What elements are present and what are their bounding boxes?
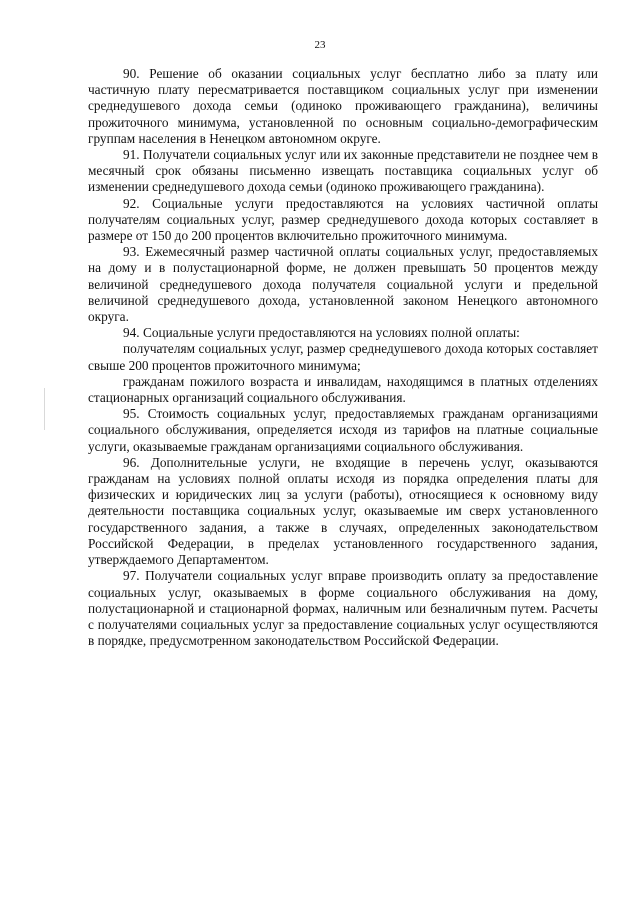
paragraph-94: 94. Социальные услуги предоставляются на условиях полной оплаты: — [123, 325, 520, 341]
paragraph-90: 90. Решение об оказании социальных услуг бесплатно либо за плату или частичную плату пересматривается поставщиком социальных услуг при изменении среднедушевого дохода семьи (одиноко проживающего гражданина), величины прожиточного минимума, установленной по основным социально-демографическим группам населения в Ненецком автономном округе. — [88, 66, 598, 146]
paragraph-94-item-2: гражданам пожилого возраста и инвалидам, находящимся в платных отделениях стационарных организаций социального обслуживания. — [88, 373, 598, 406]
scan-margin-mark — [44, 388, 45, 430]
paragraph-92: 92. Социальные услуги предоставляются на условиях частичной оплаты получателям социальных услуг, размер среднедушевого дохода которых составляет в размере от 150 до 200 процентов включительно прожиточного минимума. — [88, 195, 598, 244]
paragraph-95: 95. Стоимость социальных услуг, предоставляемых гражданам организациями социального обслуживания, определяется исходя из тарифов на платные социальные услуги, оказываемые гражданам организациями социального обслуживания. — [88, 406, 598, 454]
paragraph-91: 91. Получатели социальных услуг или их законные представители не позднее чем в месячный срок обязаны письменно извещать поставщика социальных услуг об изменении среднедушевого дохода семьи (одиноко проживающего гражданина). — [88, 147, 598, 195]
page-number: 23 — [314, 39, 326, 51]
paragraph-97: 97. Получатели социальных услуг вправе производить оплату за предоставление социальных услуг, оказываемых в форме социального обслуживания на дому, полустационарной и стационарной формах, наличным или безналичным путем. Расчеты с получателями социальных услуг за предоставление социальных услуг осуществляются в порядке, предусмотренном законодательством Российской Федерации. — [88, 568, 598, 649]
paragraph-94-item-1: получателям социальных услуг, размер среднедушевого дохода которых составляет свыше 200 процентов прожиточного минимума; — [88, 341, 598, 373]
document-body — [88, 66, 598, 649]
paragraph-96: 96. Дополнительные услуги, не входящие в перечень услуг, оказываются гражданам на условиях полной оплаты исходя из порядка определения платы для физических и юридических лиц за услуги (работы), относящиеся к основному виду деятельности поставщика социальных услуг, оказываемые им сверх установленного государственного задания, а также в случаях, определенных законодательством Российской Федерации, в пределах установленного государственного задания, утверждаемого Департаментом. — [88, 454, 598, 568]
paragraph-93: 93. Ежемесячный размер частичной оплаты социальных услуг, предоставляемых на дому и в полустационарной форме, не должен превышать 50 процентов между величиной среднедушевого дохода получателя социальной услуги и предельной величиной среднедушевого дохода, установленной законом Ненецкого автономного округа. — [88, 244, 598, 325]
